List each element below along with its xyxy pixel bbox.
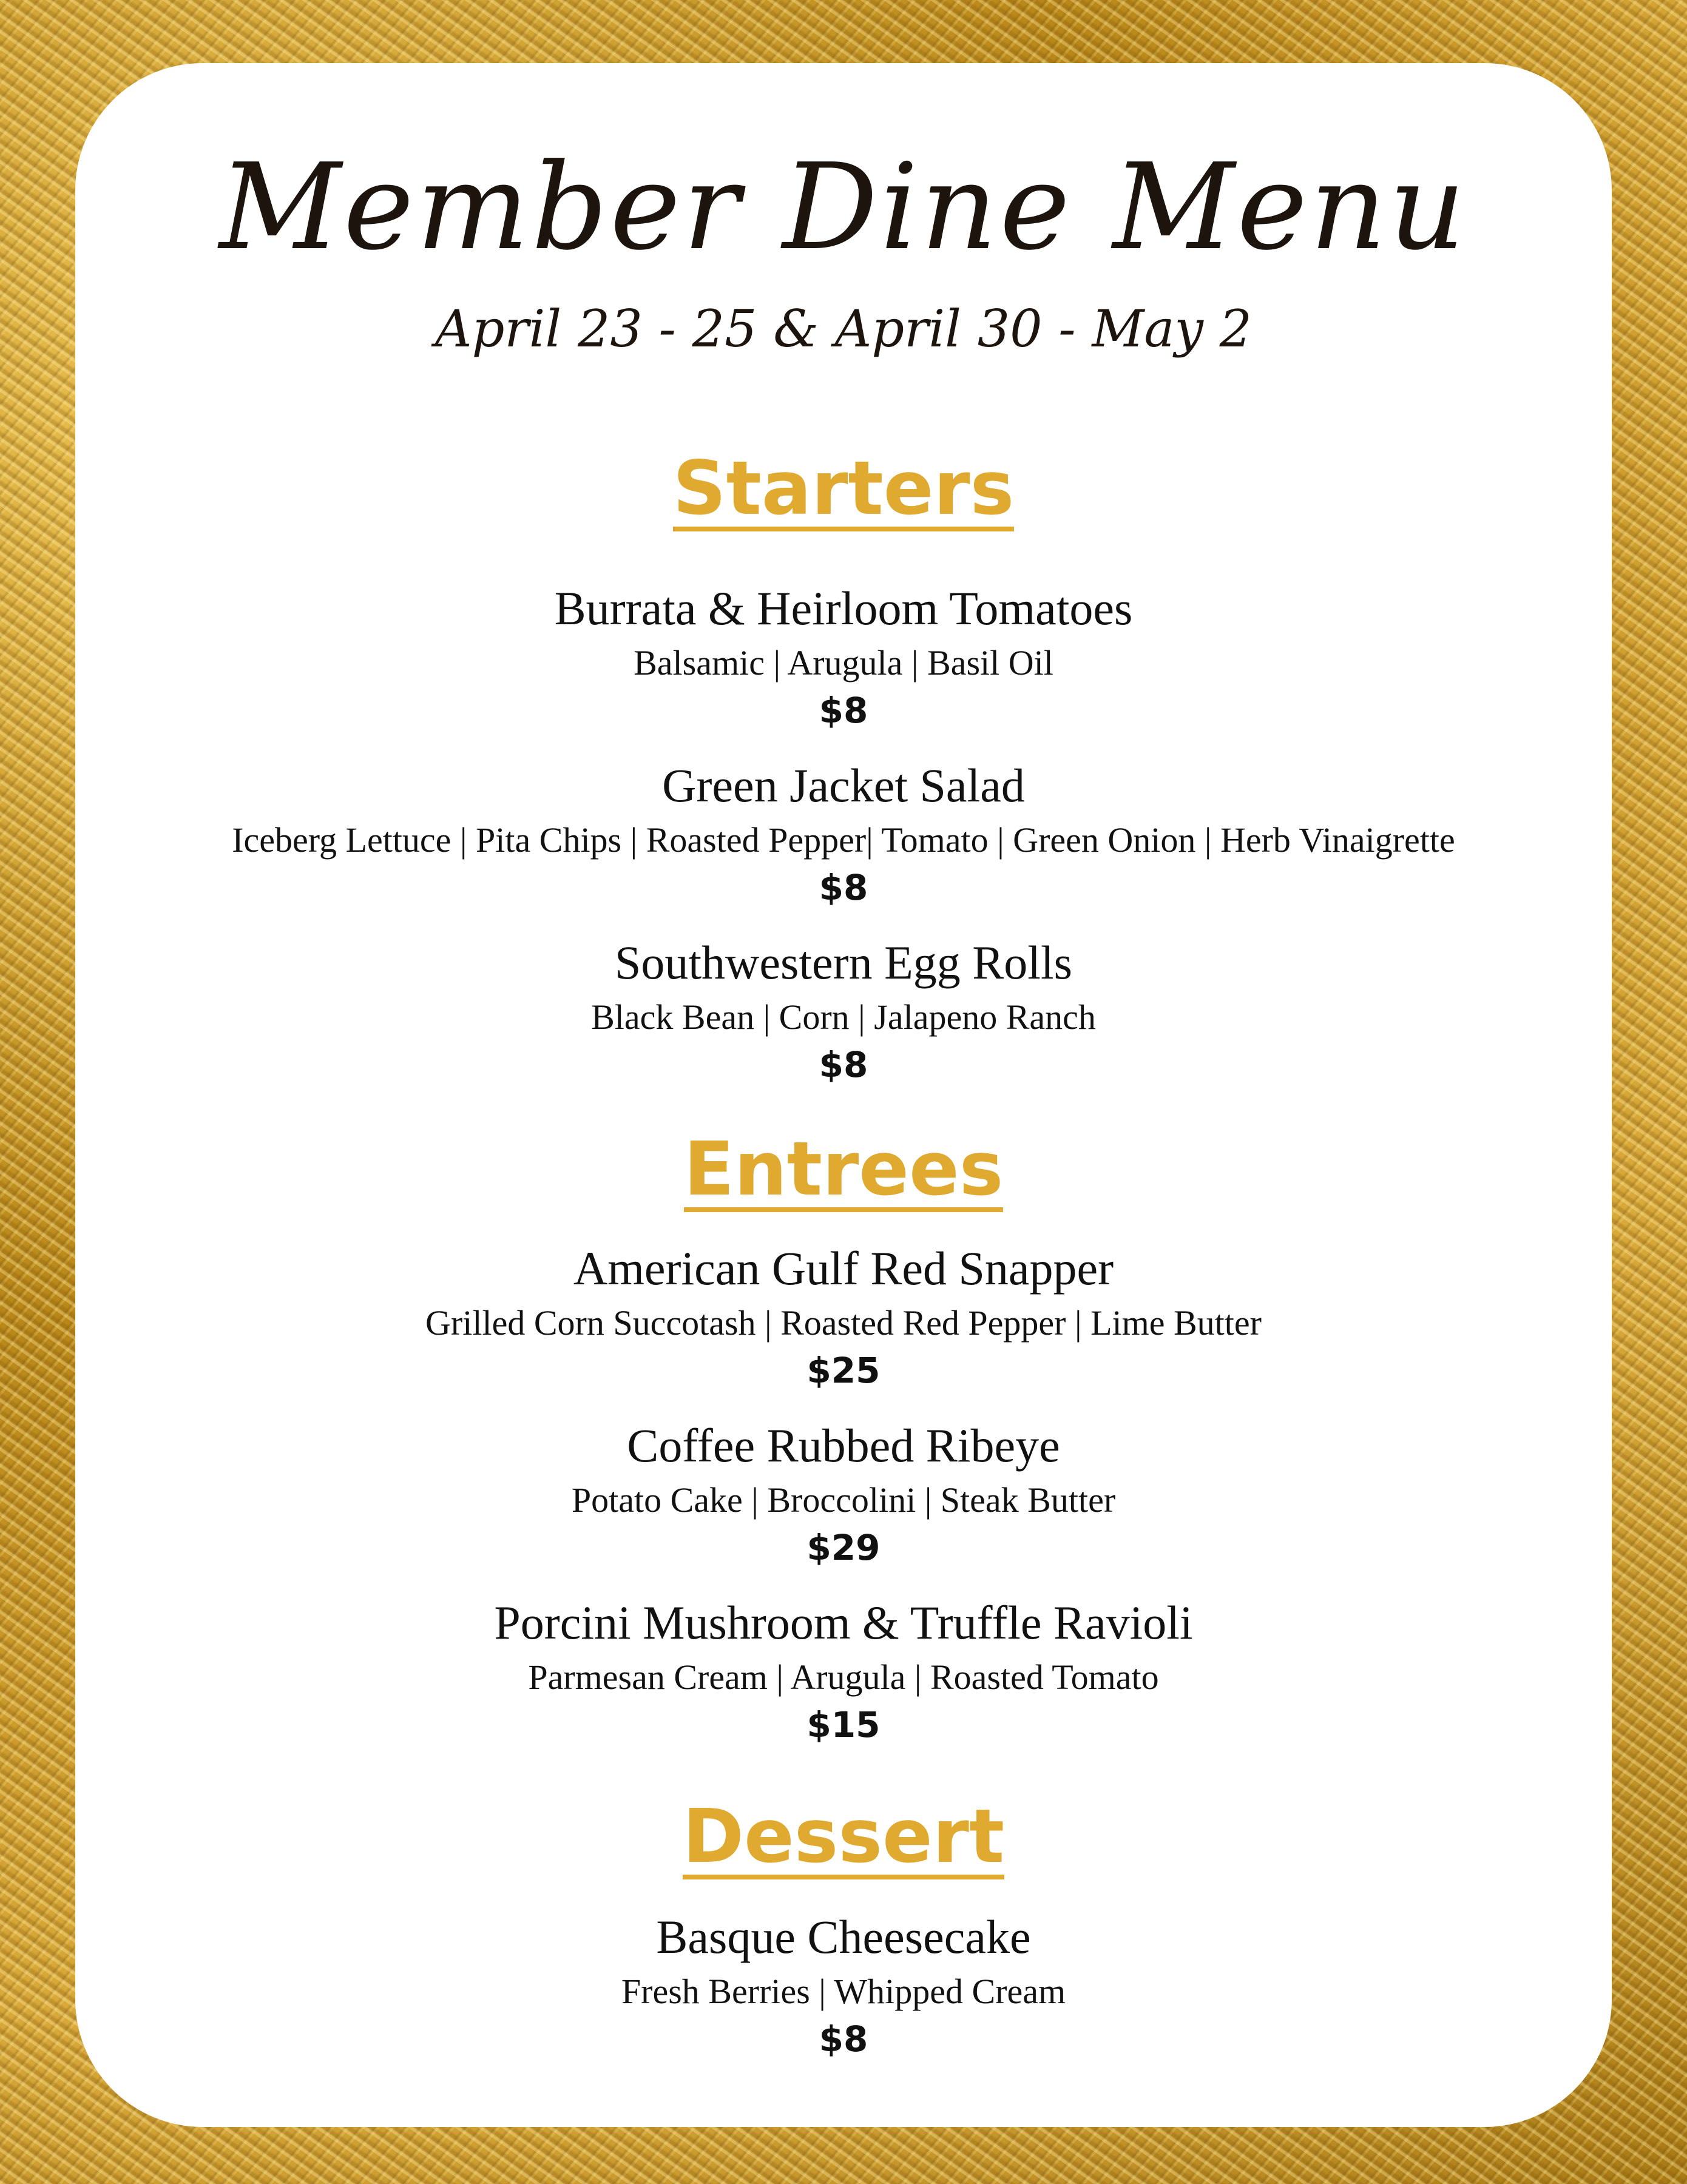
menu-item	[75, 1242, 1612, 1391]
item-price: $15	[806, 1704, 881, 1745]
item-name: Coffee Rubbed Ribeye	[627, 1419, 1060, 1472]
menu-card	[75, 63, 1612, 2127]
item-description: Iceberg Lettuce | Pita Chips | Roasted Pepper| Tomato | Green Onion | Herb Vinaigrette	[232, 820, 1455, 860]
item-description: Potato Cake | Broccolini | Steak Butter	[571, 1480, 1116, 1520]
item-price: $8	[819, 690, 868, 731]
item-price: $8	[819, 867, 868, 908]
menu-item	[75, 582, 1612, 731]
item-price: $8	[819, 1044, 868, 1085]
item-name: Porcini Mushroom & Truffle Ravioli	[494, 1596, 1193, 1649]
menu-dates: April 23 - 25 & April 30 - May 2	[434, 299, 1253, 359]
item-description: Parmesan Cream | Arugula | Roasted Tomato	[528, 1657, 1159, 1697]
item-description: Balsamic | Arugula | Basil Oil	[634, 643, 1053, 682]
menu-item	[75, 1419, 1612, 1568]
item-price: $8	[819, 2018, 868, 2060]
menu-item	[75, 759, 1612, 908]
item-description: Black Bean | Corn | Jalapeno Ranch	[591, 997, 1096, 1037]
item-name: Southwestern Egg Rolls	[615, 936, 1072, 989]
item-name: American Gulf Red Snapper	[573, 1242, 1114, 1295]
item-name: Green Jacket Salad	[662, 759, 1025, 812]
item-description: Grilled Corn Succotash | Roasted Red Pepper | Lime Butter	[425, 1303, 1262, 1343]
item-name: Burrata & Heirloom Tomatoes	[554, 582, 1133, 635]
section-title-starters: Starters	[672, 445, 1015, 531]
section-title-dessert: Dessert	[682, 1793, 1005, 1879]
menu-title: Member Dine Menu	[219, 138, 1468, 277]
item-description: Fresh Berries | Whipped Cream	[621, 1972, 1066, 2011]
section-title-entrees: Entrees	[683, 1126, 1004, 1212]
item-price: $29	[806, 1527, 881, 1568]
menu-item	[75, 1596, 1612, 1745]
menu-item	[75, 1910, 1612, 2060]
menu-item	[75, 936, 1612, 1085]
item-price: $25	[806, 1350, 881, 1391]
item-name: Basque Cheesecake	[656, 1910, 1031, 1963]
